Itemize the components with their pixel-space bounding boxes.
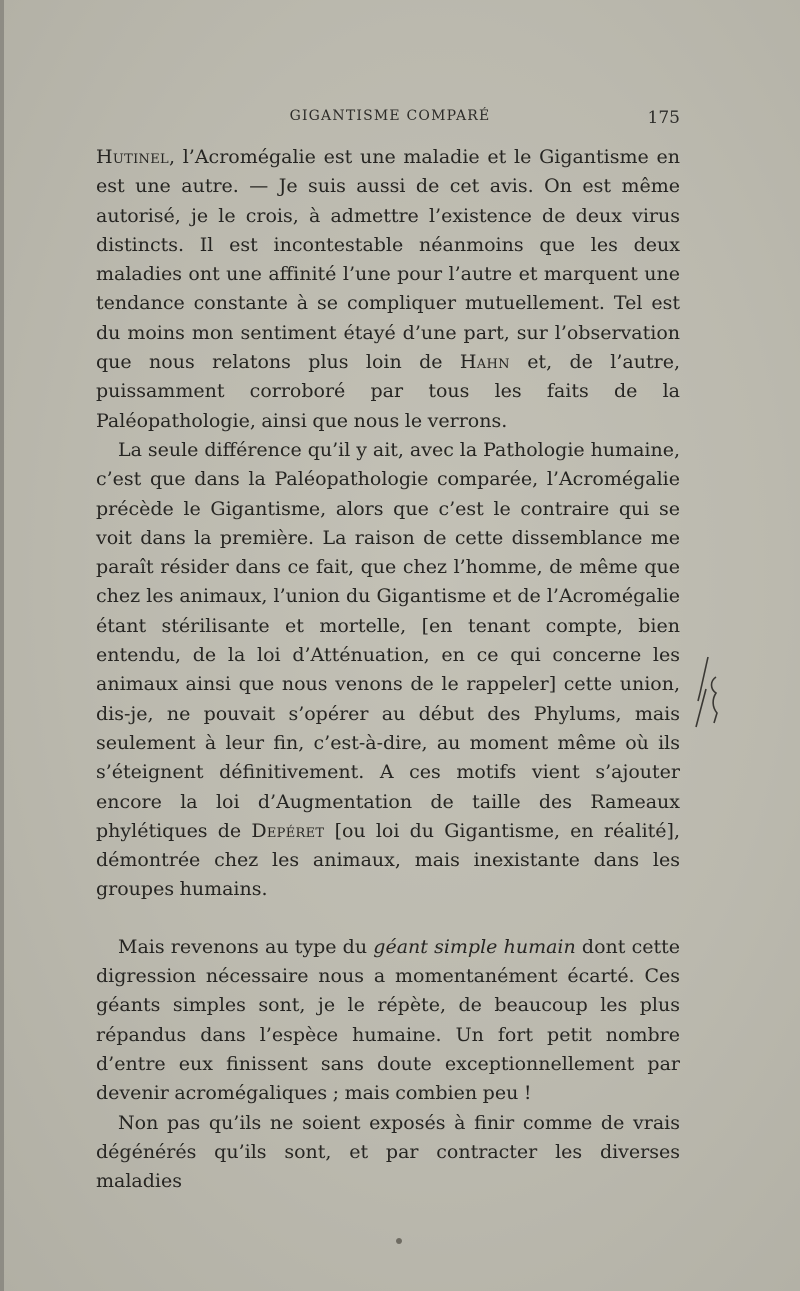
italic-term: géant simple humain	[373, 935, 576, 958]
paragraph-3	[96, 933, 680, 1109]
running-head	[96, 108, 684, 130]
author-name-hutinel: Hutinel	[96, 146, 169, 168]
paragraph-2	[96, 436, 680, 905]
text-segment: La seule différence qu’il y ait, avec la Pathologie humaine, c’est que dans la Paléopathologie comparée, l’Acromégalie précède le Gigantisme, alors que c’est le contraire qui se voit dans la première. La raison de cette dissemblance me paraît résider dans ce fait, que chez l’homme, de même que chez les animaux, l’union du Gigantisme et de l’Acromégalie étant stérilisante et mortelle, [en tenant compte, bien entendu, de la loi d’Atténuation, en ce qui concerne les animaux ainsi que nous venons de le rappeler] cette union, dis-je, ne pouvait s’opérer au début des Phylums, mais seulement à leur fin, c’est-à-dire, au moment même où ils s’éteignent définitivement. A ces motifs vient s’ajouter encore la loi d’Augmentation de taille des Rameaux phylétiques de	[96, 438, 680, 842]
text-segment: Non pas qu’ils ne soient exposés à finir comme de vrais dégénérés qu’ils sont, et par contracter les diverses maladies	[96, 1111, 680, 1193]
text-segment: dont cette digression nécessaire nous a momentanément écarté. Ces géants simples sont, je le répète, de beaucoup les plus répandus dans l’espèce humaine. Un fort petit nombre d’entre eux finissent sans doute exceptionnellement par devenir acromégaliques ; mais combien peu !	[96, 935, 680, 1105]
text-segment: , l’Acromégalie est une maladie et le Gigantisme en est une autre. — Je suis aussi de cet avis. On est même autorisé, je le crois, à admettre l’existence de deux virus distincts. Il est incontestable néanmoins que les deux maladies ont une affinité l’une pour l’autre et marquent une tendance constante à se compliquer mutuellement. Tel est du moins mon sentiment étayé d’une part, sur l’observation que nous relatons plus loin de	[96, 146, 680, 374]
author-name-hahn: Hahn	[459, 351, 510, 374]
running-head-title: GIGANTISME COMPARÉ	[289, 108, 491, 124]
text-segment: [ou loi du Gigantisme, en réalité], démontrée chez les animaux, mais inexistante dans les groupes humains.	[96, 819, 680, 901]
body-text	[96, 143, 680, 1196]
handwritten-margin-mark	[686, 653, 726, 743]
author-name-deperet: Depéret	[251, 819, 325, 842]
text-segment: Mais revenons au type du	[118, 935, 374, 958]
paragraph-1	[96, 143, 680, 436]
text-segment: et, de l’autre, puissamment corroboré par tous les faits de la Paléopathologie, ainsi que nous le verrons.	[96, 351, 680, 432]
paragraph-4	[96, 1109, 680, 1197]
page-edge-shadow	[0, 0, 4, 1291]
page-number: 175	[647, 108, 680, 128]
ink-speck	[396, 1238, 402, 1244]
